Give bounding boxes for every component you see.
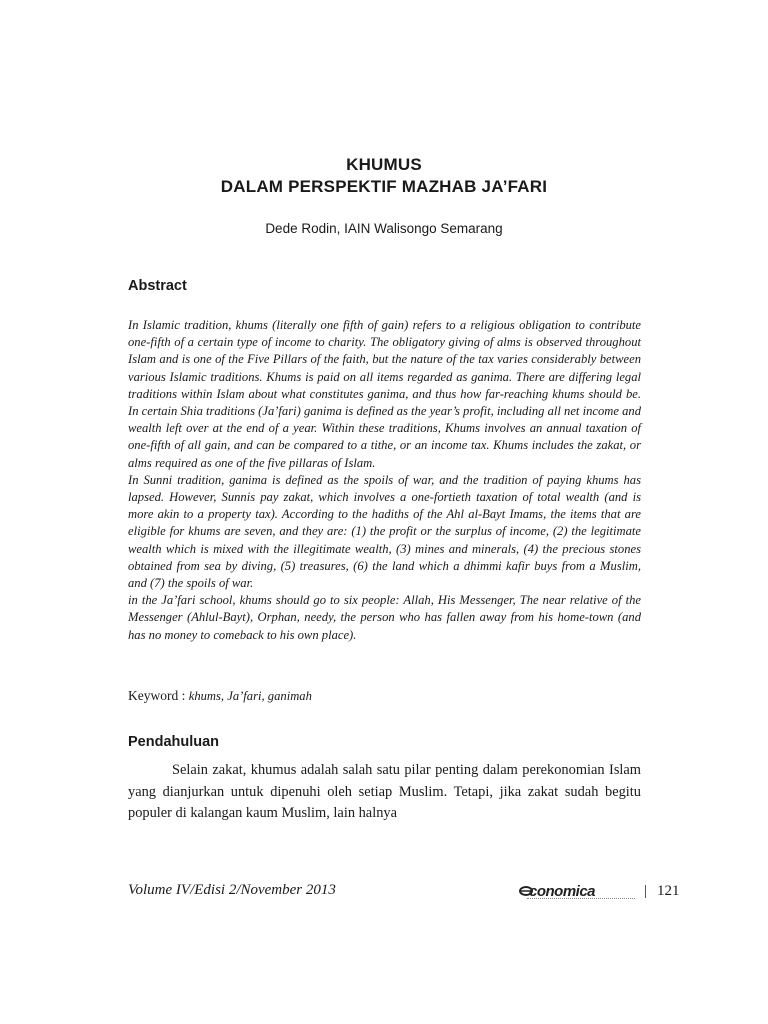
abstract-paragraph-1: In Islamic tradition, khums (literally one fifth of gain) refers to a religious obligation to contribute one-fifth of a certain type of income to charity. The obligatory giving of alms is observed throughout Islam and is one of the Five Pillars of the faith, but the nature of the tax varies considerably between various Islamic traditions. Khums is paid on all items regarded as ganima. There are differing legal traditions within Islam about what constitutes ganima, and thus how far-reaching khums should be. In certain Shia traditions (Ja’fari) ganima is defined as the year’s profit, including all net income and wealth left over at the end of a year. Within these traditions, Khums involves an annual taxation of one-fifth of all gain, and can be compared to a tithe, or an income tax. Khums includes the zakat, or alms required as one of the five pillaras of Islam. (128, 318, 641, 470)
page-number: 121 (657, 883, 680, 899)
abstract-heading: Abstract (128, 278, 187, 294)
abstract-paragraph-2: In Sunni tradition, ganima is defined as the spoils of war, and the tradition of paying khums has lapsed. However, Sunnis pay zakat, which involves a one-fortieth taxation of total wealth (and is more akin to a property tax). According to the hadiths of the Ahl al-Bayt Imams, the items that are eligible for khums are seven, and they are: (1) the profit or the surplus of income, (2) the legitimate wealth which is mixed with the illegitimate wealth, (3) mines and minerals, (4) the precious stones obtained from sea by diving, (5) treasures, (6) the land which a dhimmi kafir buys from a Muslim, and (7) the spoils of war. (128, 472, 641, 591)
journal-volume-info: Volume IV/Edisi 2/November 2013 (128, 882, 336, 898)
abstract-paragraph-3: in the Ja’fari school, khums should go to six people: Allah, His Messenger, The near relative of the Messenger (Ahlul-Bayt), Orphan, needy, the person who has fallen away from his home-town (and has no money to comeback to his own place). (128, 593, 641, 642)
keywords-line (128, 688, 312, 704)
logo-tagline-rule (527, 898, 635, 901)
body-paragraph: Selain zakat, khumus adalah salah satu pilar penting dalam perekonomian Islam yang dianjurkan untuk dipenuhi oleh setiap Muslim. Tetapi, jika zakat sudah begitu populer di kalangan kaum Muslim, lain halnya (128, 762, 641, 821)
economica-logo (519, 884, 637, 906)
footer-separator: | (644, 883, 648, 899)
section-body (128, 760, 641, 825)
keyword-label: Keyword : (128, 688, 189, 703)
paper-title-line2: DALAM PERSPEKTIF MAZHAB JA’FARI (220, 177, 548, 196)
section-heading: Pendahuluan (128, 734, 220, 750)
logo-wordmark: conomica (529, 883, 596, 900)
paper-title-line1: KHUMUS (346, 155, 422, 174)
keyword-values: khums, Ja’fari, ganimah (188, 689, 312, 703)
author-affiliation: Dede Rodin, IAIN Walisongo Semarang (265, 221, 503, 236)
abstract-body (128, 317, 641, 644)
